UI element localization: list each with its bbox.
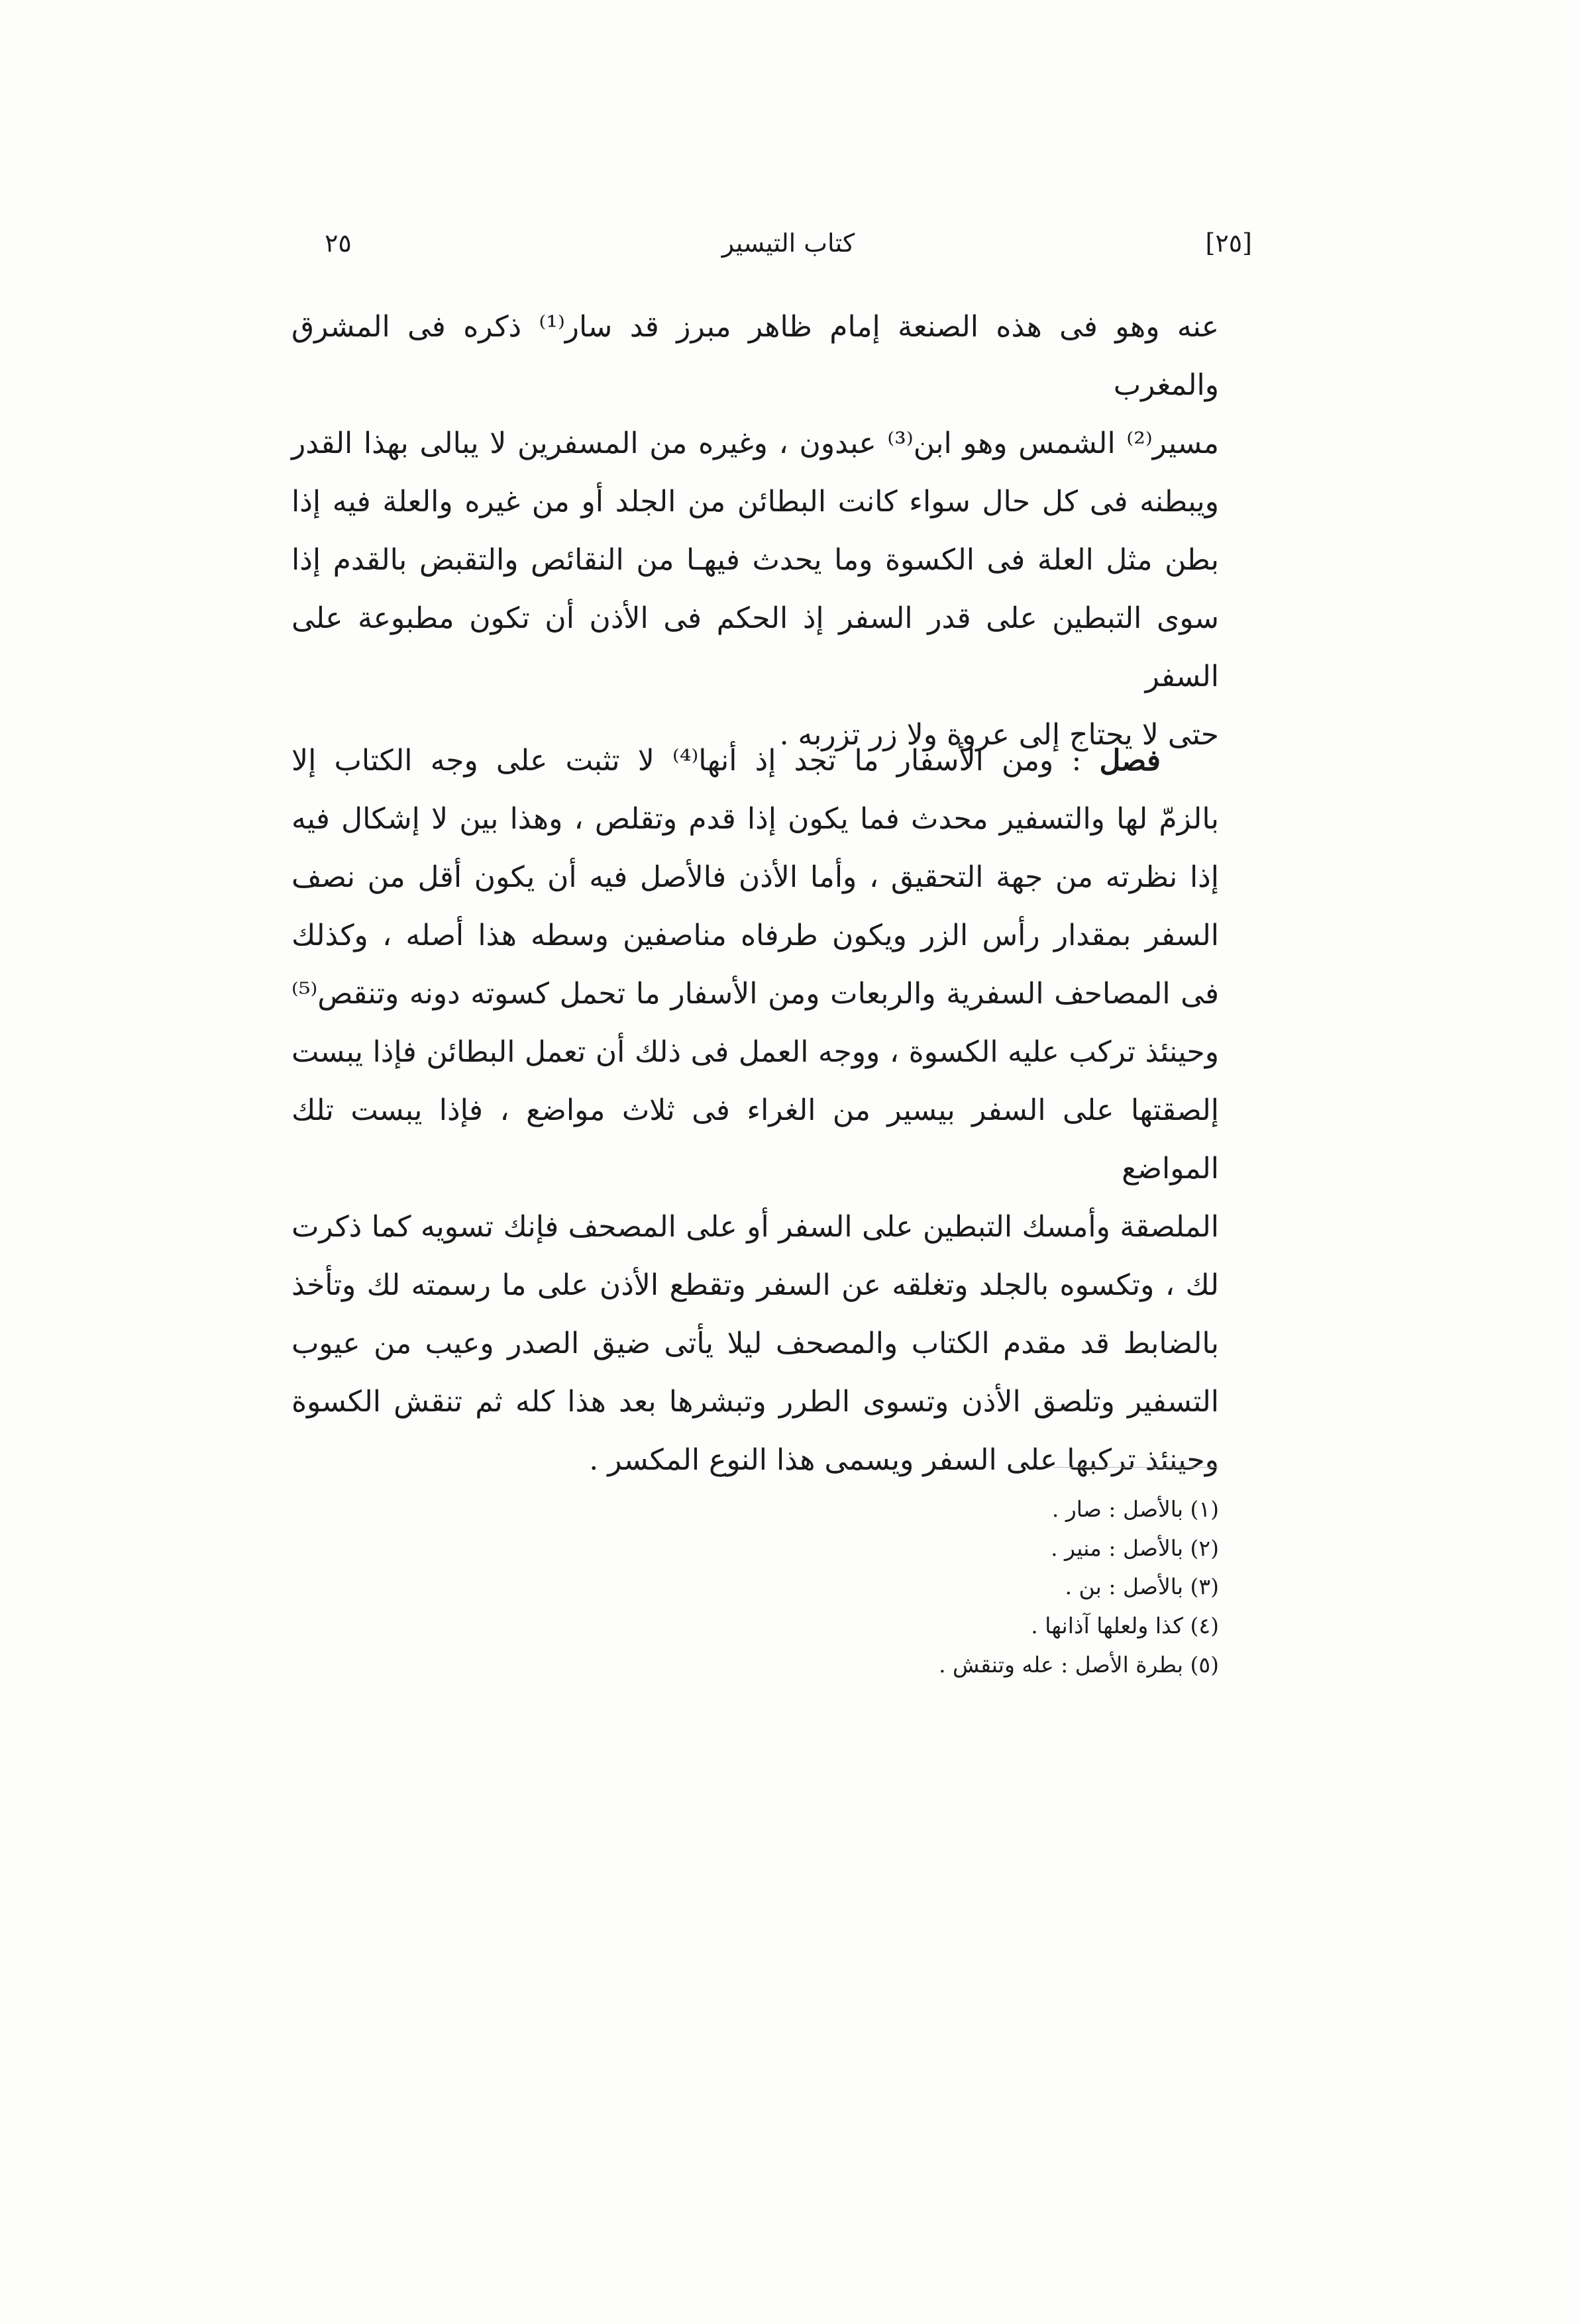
section-heading-fasl: فصل xyxy=(1099,744,1161,778)
paragraph-2-line: فى المصاحف السفرية والربعات ومن الأسفار ما تحمل كسوته دونه وتنقص⁽⁵⁾ xyxy=(291,977,1219,1011)
paragraph-2-line: إذا نظرته من جهة التحقيق ، وأما الأذن فالأصل فيه أن يكون أقل من نصف xyxy=(291,860,1219,894)
footnotes xyxy=(715,1490,1219,1685)
footnote: (٤) كذا ولعلها آذانها . xyxy=(1031,1613,1219,1639)
paragraph-1-line: مسير⁽²⁾ الشمس وهو ابن⁽³⁾ عبدون ، وغيره من المسفرين لا يبالى بهذا القدر xyxy=(291,427,1220,460)
paragraph-2 xyxy=(291,732,1219,1490)
paragraph-2-first-line xyxy=(291,732,1219,790)
book-title: كتاب التيسير xyxy=(721,228,855,258)
paragraph-1-line: ويبطنه فى كل حال سواء كانت البطائن من الجلد أو من غيره والعلة فيه إذا xyxy=(291,485,1219,519)
footnote-divider xyxy=(1053,1467,1219,1468)
paragraph-1-line: عنه وهو فى هذه الصنعة إمام ظاهر مبرز قد سار⁽¹⁾ ذكره فى المشرق والمغرب xyxy=(291,310,1219,402)
paragraph-2-line: لك ، وتكسوه بالجلد وتغلقه عن السفر وتقطع الأذن على ما رسمته لك وتأخذ xyxy=(291,1268,1219,1302)
paragraph-2-line: التسفير وتلصق الأذن وتسوى الطرر وتبشرها بعد هذا كله ثم تنقش الكسوة xyxy=(291,1385,1219,1419)
footnote: (٢) بالأصل : منير . xyxy=(1051,1535,1219,1561)
paragraph-1-line: حتى لا يحتاج إلى عروة ولا زر تزربه . xyxy=(779,718,1219,752)
paragraph-2-line: بالزمّ لها والتسفير محدث فما يكون إذا قدم وتقلص ، وهذا بين لا إشكال فيه xyxy=(291,802,1219,836)
paragraph-2-line: السفر بمقدار رأس الزر ويكون طرفاه مناصفين وسطه هذا أصله ، وكذلك xyxy=(291,919,1219,952)
paragraph-1-line: سوى التبطين على قدر السفر إذ الحكم فى الأذن أن تكون مطبوعة على السفر xyxy=(291,601,1219,693)
paragraph-2-line: : ومن الأسفار ما تجد إذ أنها⁽⁴⁾ لا تثبت على وجه الكتاب إلا xyxy=(291,744,1082,778)
footnote: (١) بالأصل : صار . xyxy=(1051,1496,1219,1522)
footnote: (٥) بطرة الأصل : عله وتنقش . xyxy=(939,1651,1219,1678)
bracketed-page-number: [٢٥] xyxy=(1205,228,1252,258)
paragraph-2-line: وحينئذ تركب عليه الكسوة ، ووجه العمل فى ذلك أن تعمل البطائن فإذا يبست xyxy=(291,1035,1219,1069)
paragraph-2-line: وحينئذ تركبها على السفر ويسمى هذا النوع المكسر . xyxy=(589,1443,1219,1477)
paragraph-2-line: بالضابط قد مقدم الكتاب والمصحف ليلا يأتى ضيق الصدر وعيب من عيوب xyxy=(291,1327,1219,1360)
footnote: (٣) بالأصل : بن . xyxy=(1065,1574,1219,1600)
paragraph-2-line: الملصقة وأمسك التبطين على السفر أو على المصحف فإنك تسويه كما ذكرت xyxy=(291,1210,1219,1244)
running-header xyxy=(325,228,1252,275)
paragraph-2-line: إلصقتها على السفر بيسير من الغراء فى ثلاث مواضع ، فإذا يبست تلك المواضع xyxy=(291,1093,1219,1186)
paragraph-1 xyxy=(291,298,1219,764)
page-number: ٢٥ xyxy=(325,228,352,258)
paragraph-1-line: بطن مثل العلة فى الكسوة وما يحدث فيهـا من النقائص والتقبض بالقدم إذا xyxy=(291,543,1219,577)
